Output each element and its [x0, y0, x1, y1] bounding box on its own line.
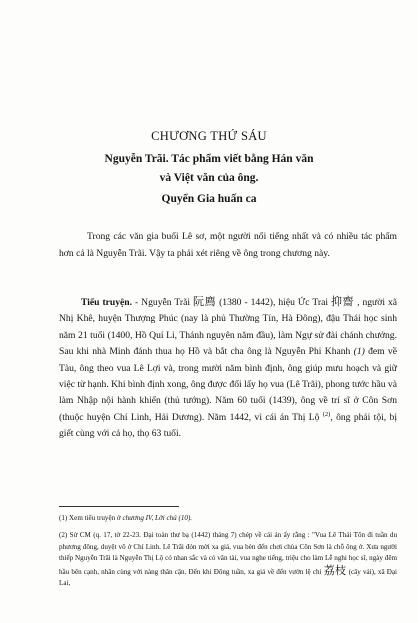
chapter-title-line-1: Nguyễn Trãi. Tác phẩm viết bằng Hán văn — [104, 153, 314, 165]
footnote-ref-2: (2) — [322, 410, 331, 418]
footnote-1-ref: chương IV, Lời chú (10). — [122, 514, 193, 522]
footnote-ref-1: (1) — [353, 346, 365, 358]
footnote-2 — [59, 530, 397, 590]
bio-text-4: đem về Tàu, ông theo vua Lê Lợi và, trong mười năm bình định, ông giúp mưu hoạch và giữ việc từ hạnh. Khi bình định xong, ông được đổi lấy họ vua (Lê Trãi), phong tước hầu và làm Nhập nội hành khiển (thủ tướng). Năm 60 tuổi (1439), ông về trí sĩ ở Côn Sơn (thuộc huyện Chí Linh, Hải Dương). Năm 1442, vì cái án Thị Lộ — [59, 346, 397, 423]
biography-paragraph — [59, 294, 397, 443]
footnote-2-text: (2) Sử CM (q. 17, tờ 22-23. Đại toàn thư bạ (1442) tháng 7) chép về cái án ấy rằng : "Vua Lê Thái Tôn đi tuần du phương đông, duyệt võ ở Chí Linh. Lê Trãi đón mời xa giá, vua bèn đến chơi chùa Côn Sơn là chỗ ông ở. Xưa người thiếp Nguyễn Trãi là Nguyễn Thị Lộ có nhan sắc và có văn tài, vua nghe tiếng, triệu cho làm Lễ nghi học sĩ, ngày đêm hầu bên cạnh, nhân cùng với nàng thân cận. Đến khi Đông tuần, xa giá về đến vườn lệ chi — [59, 531, 397, 576]
intro-paragraph: Trong các văn gia buổi Lê sơ, một người nổi tiếng nhất và có nhiều tác phẩm hơn cả là Nguyễn Trãi. Vậy ta phải xét riêng về ông trong chương này. — [59, 231, 397, 259]
bio-text-1: - Nguyễn Trãi — [132, 297, 193, 308]
biography-label: Tiểu truyện. — [81, 297, 133, 308]
chapter-title-line-2: và Việt văn của ông. — [159, 172, 259, 184]
footnote-2-text-end: (cây vải), xã Đại Lai, — [59, 567, 397, 588]
bio-text-2: (1380 - 1442), hiệu Ức Trai — [216, 297, 331, 308]
footnote-1-text: (1) Xem tiểu truyện ở — [59, 514, 123, 522]
footnote-divider — [59, 506, 179, 507]
chapter-title-line-3: Quyển Gia huấn ca — [161, 193, 257, 205]
han-name: 阮廌 — [192, 295, 217, 308]
bio-text-3: , người xã Nhị Khê, huyện Thượng Phúc (nay là phủ Thường Tín, Hà Đông), đậu Thái học sinh năm 21 tuổi (1400, Hồ Quí Li, Thánh nguyên năm đầu), làm Ngự sử đài chánh chưởng. Sau khi nhà Minh đánh thua họ Hồ và bắt cha ông là Nguyễn Phi Khanh — [59, 297, 398, 358]
footnote-2-han: 荔枝 — [323, 563, 347, 577]
chapter-heading: CHƯƠNG THỨ SÁU — [151, 129, 267, 143]
bio-text-5: , ông phải tội, bị giết cùng với cả họ, thọ 63 tuổi. — [59, 411, 398, 440]
footnote-1 — [59, 513, 397, 525]
han-alias: 抑齋 — [330, 295, 355, 308]
